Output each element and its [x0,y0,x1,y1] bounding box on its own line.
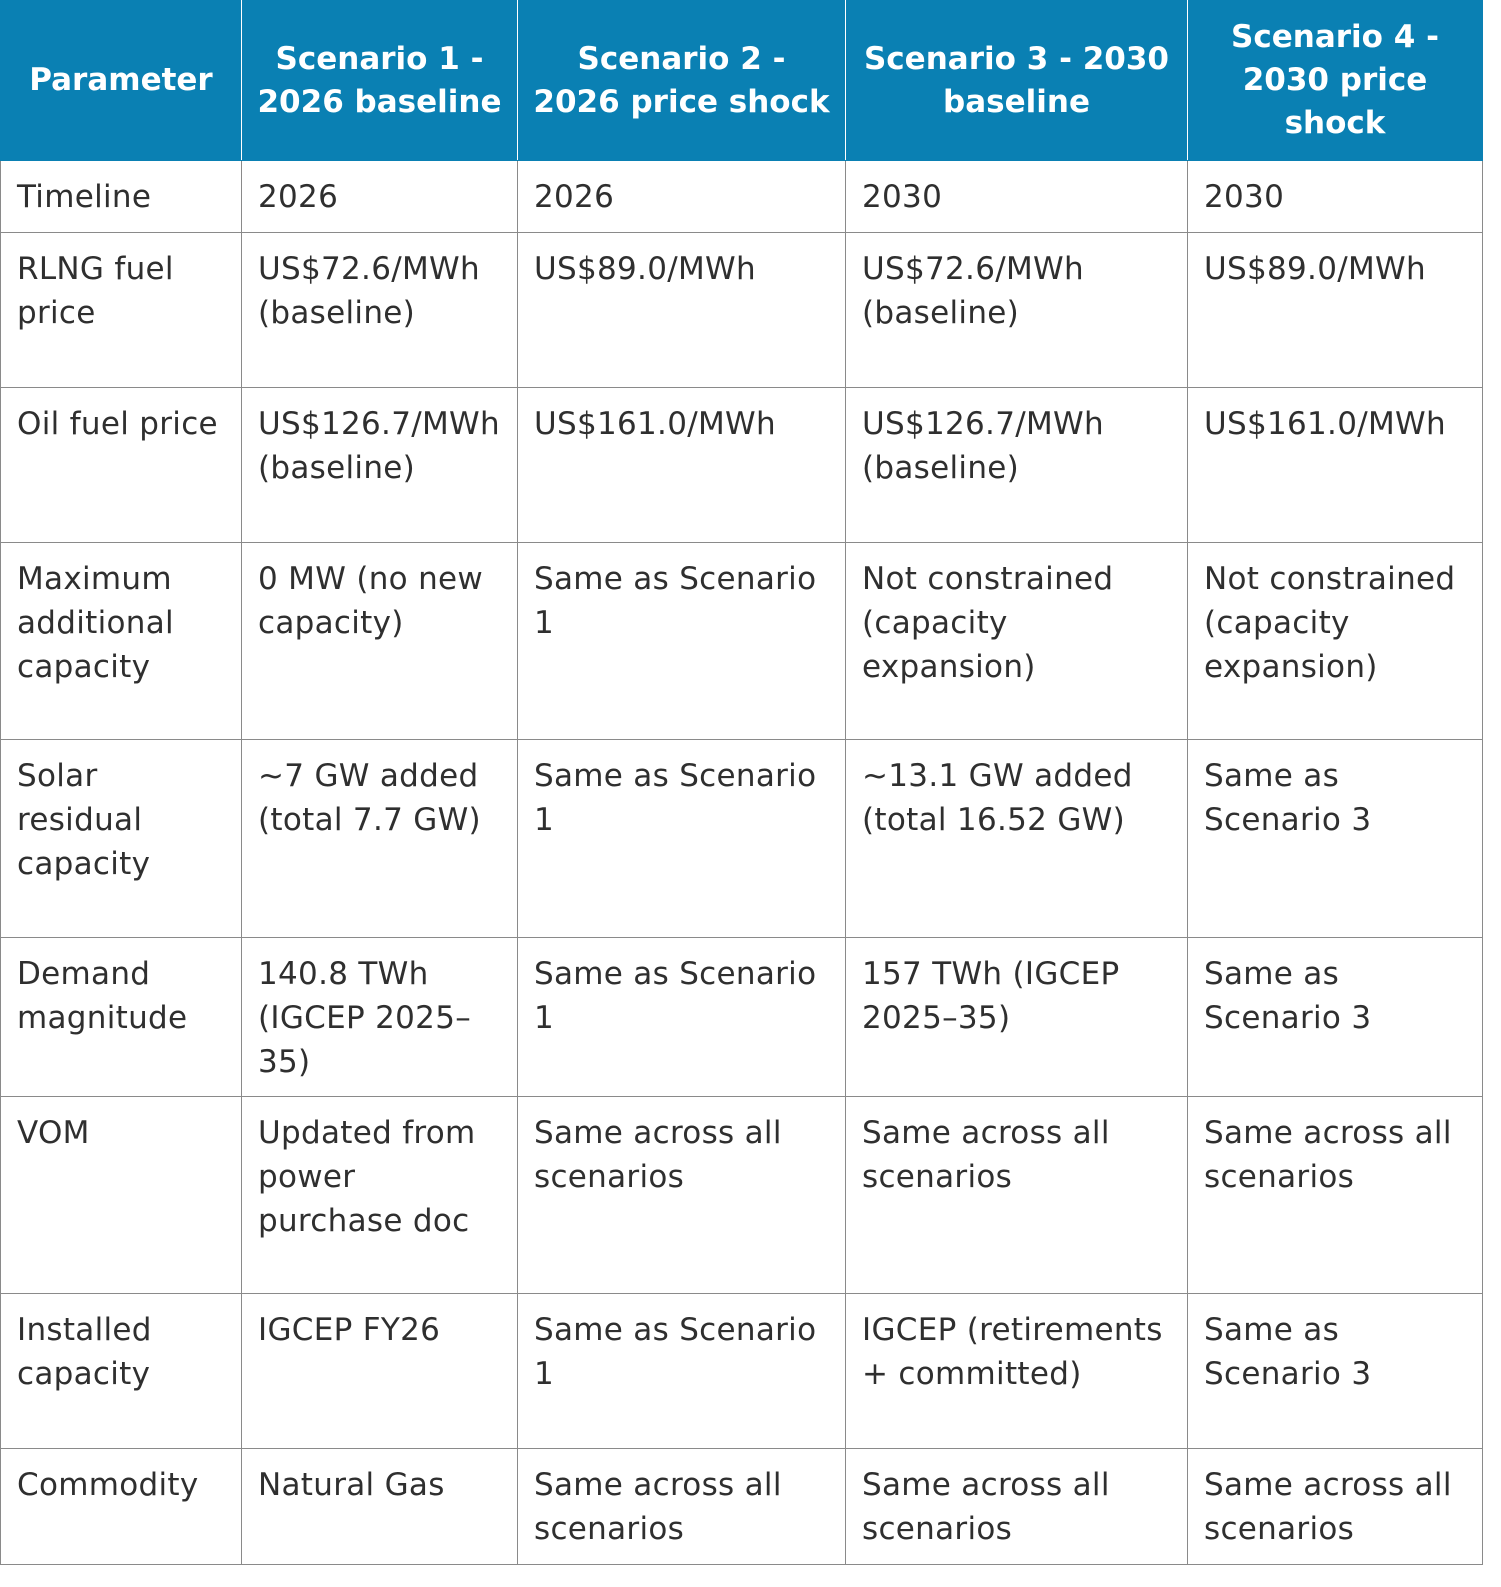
cell-scenario-1: Updated from power purchase doc [242,1097,518,1294]
table-header [1,1,1483,161]
cell-scenario-2: Same as Scenario 1 [518,1294,846,1449]
cell-parameter: Oil fuel price [1,388,242,543]
cell-scenario-3: Same across all scenarios [846,1097,1188,1294]
header-row [1,1,1483,161]
cell-parameter: Solar residual capacity [1,740,242,938]
table-row-solar-residual-capacity [1,740,1483,938]
cell-scenario-1: 0 MW (no new capacity) [242,543,518,740]
table-row-installed-capacity [1,1294,1483,1449]
cell-scenario-4: Same across all scenarios [1188,1449,1483,1565]
cell-scenario-2: Same as Scenario 1 [518,938,846,1097]
cell-parameter: Commodity [1,1449,242,1565]
table-row-rlng-fuel-price [1,233,1483,388]
table-row-maximum-additional-capacity [1,543,1483,740]
header-scenario-4: Scenario 4 - 2030 price shock [1188,1,1483,161]
cell-scenario-1: ~7 GW added (total 7.7 GW) [242,740,518,938]
cell-scenario-4: 2030 [1188,161,1483,233]
cell-scenario-1: US$126.7/MWh (baseline) [242,388,518,543]
header-scenario-2: Scenario 2 - 2026 price shock [518,1,846,161]
cell-scenario-3: 157 TWh (IGCEP 2025–35) [846,938,1188,1097]
table-row-commodity [1,1449,1483,1565]
table-row-oil-fuel-price [1,388,1483,543]
cell-scenario-2: US$161.0/MWh [518,388,846,543]
cell-parameter: RLNG fuel price [1,233,242,388]
cell-scenario-3: 2030 [846,161,1188,233]
cell-scenario-3: US$72.6/MWh (baseline) [846,233,1188,388]
cell-scenario-2: Same as Scenario 1 [518,543,846,740]
cell-scenario-2: Same across all scenarios [518,1097,846,1294]
cell-parameter: VOM [1,1097,242,1294]
cell-scenario-4: US$89.0/MWh [1188,233,1483,388]
cell-scenario-1: IGCEP FY26 [242,1294,518,1449]
cell-scenario-3: ~13.1 GW added (total 16.52 GW) [846,740,1188,938]
cell-scenario-3: IGCEP (retirements + committed) [846,1294,1188,1449]
cell-scenario-4: Same as Scenario 3 [1188,938,1483,1097]
table-row-demand-magnitude [1,938,1483,1097]
table-row-timeline [1,161,1483,233]
header-parameter: Parameter [1,1,242,161]
cell-parameter: Maximum additional capacity [1,543,242,740]
header-scenario-1: Scenario 1 - 2026 baseline [242,1,518,161]
table-row-vom [1,1097,1483,1294]
cell-scenario-4: Same as Scenario 3 [1188,740,1483,938]
cell-scenario-4: Same across all scenarios [1188,1097,1483,1294]
cell-scenario-4: Same as Scenario 3 [1188,1294,1483,1449]
cell-scenario-2: US$89.0/MWh [518,233,846,388]
cell-scenario-3: Same across all scenarios [846,1449,1188,1565]
cell-scenario-1: Natural Gas [242,1449,518,1565]
cell-scenario-4: Not constrained (capacity expansion) [1188,543,1483,740]
header-scenario-3: Scenario 3 - 2030 baseline [846,1,1188,161]
cell-scenario-3: US$126.7/MWh (baseline) [846,388,1188,543]
cell-scenario-2: Same across all scenarios [518,1449,846,1565]
cell-scenario-1: 140.8 TWh (IGCEP 2025–35) [242,938,518,1097]
cell-parameter: Installed capacity [1,1294,242,1449]
cell-scenario-4: US$161.0/MWh [1188,388,1483,543]
cell-scenario-1: US$72.6/MWh (baseline) [242,233,518,388]
cell-scenario-2: Same as Scenario 1 [518,740,846,938]
cell-scenario-3: Not constrained (capacity expansion) [846,543,1188,740]
cell-scenario-2: 2026 [518,161,846,233]
cell-parameter: Demand magnitude [1,938,242,1097]
cell-parameter: Timeline [1,161,242,233]
table-body [1,161,1483,1565]
cell-scenario-1: 2026 [242,161,518,233]
